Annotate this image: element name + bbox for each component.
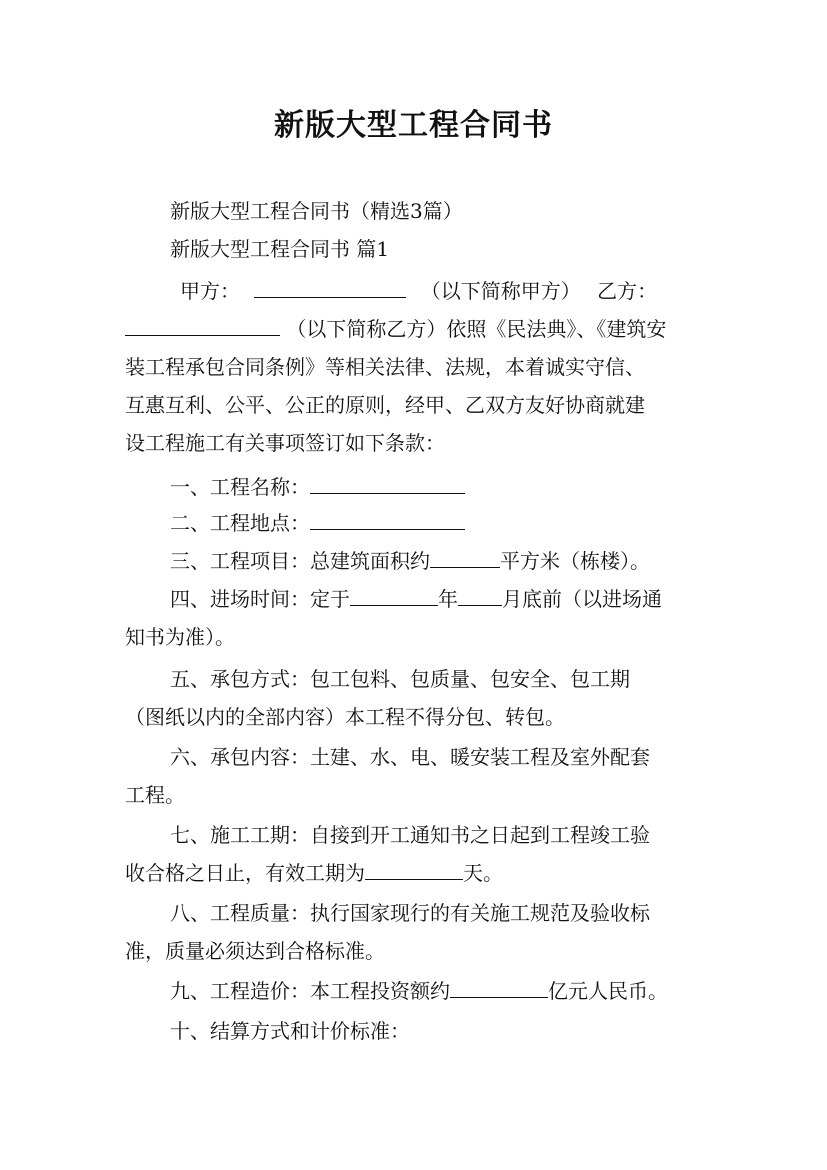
clause-8: 八、工程质量：执行国家现行的有关施工规范及验收标: [170, 901, 650, 925]
subtitle: 新版大型工程合同书（精选3篇）: [170, 199, 463, 223]
party-b-line: [125, 314, 666, 344]
clause-4-text-c: 月底前（以进场通: [502, 587, 662, 611]
clause-10: 十、结算方式和计价标准：: [170, 1019, 410, 1043]
entry-year-blank: [350, 585, 438, 606]
clause-3-text-b: 平方米（栋楼）。: [500, 549, 650, 573]
clause-4-cont: 知书为准）。: [125, 625, 235, 649]
intro-line-4: 互惠互利、公平、公正的原则，经甲、乙双方友好协商就建: [125, 393, 645, 417]
section-heading: 新版大型工程合同书 篇1: [170, 237, 390, 261]
clause-5-cont: （图纸以内的全部内容）本工程不得分包、转包。: [125, 705, 565, 729]
clause-2: [170, 508, 465, 538]
clause-2-label: 二、工程地点：: [170, 511, 310, 535]
duration-blank: [365, 859, 463, 880]
area-blank: [430, 547, 500, 568]
clause-7-text-c: 天。: [463, 861, 503, 885]
intro-line-3: 装工程承包合同条例》等相关法律、法规，本着诚实守信、: [125, 355, 645, 379]
clause-1: [170, 472, 465, 502]
entry-month-blank: [458, 585, 502, 606]
clause-4-text-b: 年: [438, 587, 458, 611]
document-title: 新版大型工程合同书: [274, 108, 553, 143]
clause-3: [170, 546, 650, 576]
party-a-note: （以下简称甲方）: [420, 279, 581, 303]
party-a-blank: [254, 277, 406, 298]
project-name-blank: [310, 473, 465, 494]
intro-line-5: 设工程施工有关事项签订如下条款：: [125, 431, 445, 455]
clause-9-text-b: 亿元人民币。: [548, 979, 668, 1003]
clause-7-text-b: 收合格之日止，有效工期为: [125, 861, 365, 885]
clause-6-cont: 工程。: [125, 783, 185, 807]
clause-3-text-a: 三、工程项目：总建筑面积约: [170, 549, 430, 573]
party-b-blank: [125, 315, 280, 336]
party-b-label: 乙方：: [597, 279, 658, 303]
clause-1-label: 一、工程名称：: [170, 475, 310, 499]
party-a-label: 甲方：: [180, 279, 240, 303]
clause-4-text-a: 四、进场时间：定于: [170, 587, 350, 611]
clause-4: [170, 584, 662, 614]
clause-7-cont: [125, 858, 503, 888]
clause-9: [170, 976, 668, 1006]
project-location-blank: [310, 509, 465, 530]
clause-7: 七、施工工期：自接到开工通知书之日起到工程竣工验: [170, 823, 650, 847]
clause-8-cont: 准，质量必须达到合格标准。: [125, 939, 385, 963]
party-a-line: [180, 276, 657, 306]
clause-5: 五、承包方式：包工包料、包质量、包安全、包工期: [170, 667, 630, 691]
party-b-note: （以下简称乙方）依照《民法典》、《建筑安: [286, 317, 667, 341]
clause-9-text-a: 九、工程造价：本工程投资额约: [170, 979, 450, 1003]
investment-blank: [450, 977, 548, 998]
clause-6: 六、承包内容：土建、水、电、暖安装工程及室外配套: [170, 745, 650, 769]
